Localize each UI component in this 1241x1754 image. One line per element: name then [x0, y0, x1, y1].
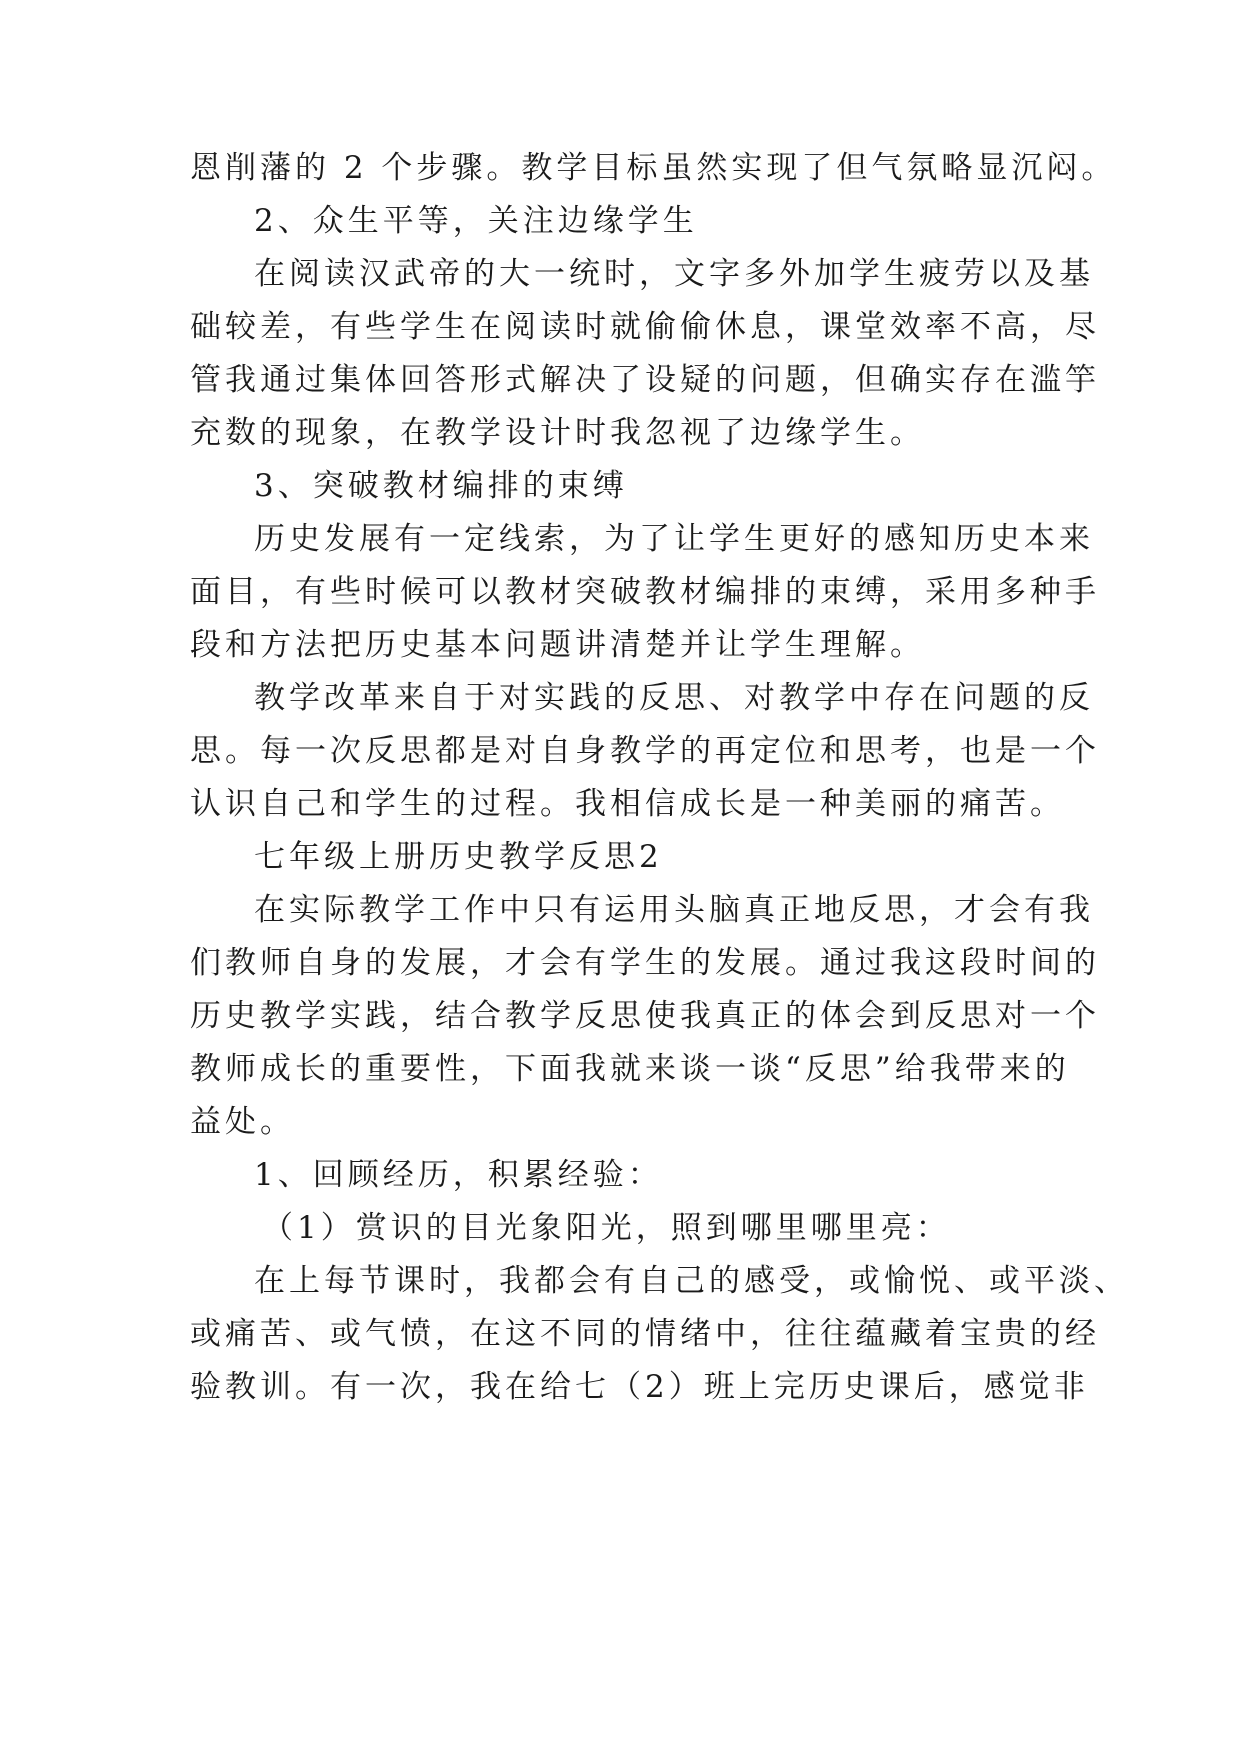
- text-line-16: 们教师自身的发展，才会有学生的发展。通过我这段时间的: [190, 945, 1100, 981]
- text-line-17: 历史教学实践，结合教学反思使我真正的体会到反思对一个: [190, 998, 1100, 1034]
- text-line-8: 历史发展有一定线索，为了让学生更好的感知历史本来: [254, 521, 1094, 557]
- text-line-12: 思。每一次反思都是对自身教学的再定位和思考，也是一个: [190, 733, 1100, 769]
- text-line-5: 管我通过集体回答形式解决了设疑的问题，但确实存在滥竽: [190, 362, 1100, 398]
- text-line-9: 面目，有些时候可以教材突破教材编排的束缚，采用多种手: [190, 574, 1100, 610]
- text-line-15: 在实际教学工作中只有运用头脑真正地反思，才会有我: [254, 892, 1094, 928]
- text-line-6: 充数的现象，在教学设计时我忽视了边缘学生。: [190, 415, 925, 451]
- section-heading-2: 2、众生平等，关注边缘学生: [254, 203, 698, 239]
- text-line-11: 教学改革来自于对实践的反思、对教学中存在问题的反: [254, 680, 1094, 716]
- section-heading-3: 3、突破教材编排的束缚: [254, 468, 628, 504]
- text-line-1: 恩削藩的 2 个步骤。教学目标虽然实现了但气氛略显沉闷。: [190, 150, 1117, 186]
- section-heading-1: 1、回顾经历，积累经验：: [254, 1157, 663, 1193]
- text-line-10: 段和方法把历史基本问题讲清楚并让学生理解。: [190, 627, 925, 663]
- text-line-18: 教师成长的重要性，下面我就来谈一谈“反思”给我带来的: [190, 1051, 1070, 1087]
- text-line-3: 在阅读汉武帝的大一统时，文字多外加学生疲劳以及基: [254, 256, 1094, 292]
- subsection-heading-1: （1）赏识的目光象阳光，照到哪里哪里亮：: [262, 1210, 951, 1246]
- text-line-19: 益处。: [190, 1104, 295, 1140]
- text-line-23: 或痛苦、或气愤，在这不同的情绪中，往往蕴藏着宝贵的经: [190, 1316, 1100, 1352]
- text-line-13: 认识自己和学生的过程。我相信成长是一种美丽的痛苦。: [190, 786, 1065, 822]
- text-line-4: 础较差，有些学生在阅读时就偷偷休息，课堂效率不高，尽: [190, 309, 1100, 345]
- article-title-2: 七年级上册历史教学反思2: [254, 839, 663, 875]
- text-line-24: 验教训。有一次，我在给七（2）班上完历史课后，感觉非: [190, 1369, 1089, 1405]
- text-line-22: 在上每节课时，我都会有自己的感受，或愉悦、或平淡、: [254, 1263, 1129, 1299]
